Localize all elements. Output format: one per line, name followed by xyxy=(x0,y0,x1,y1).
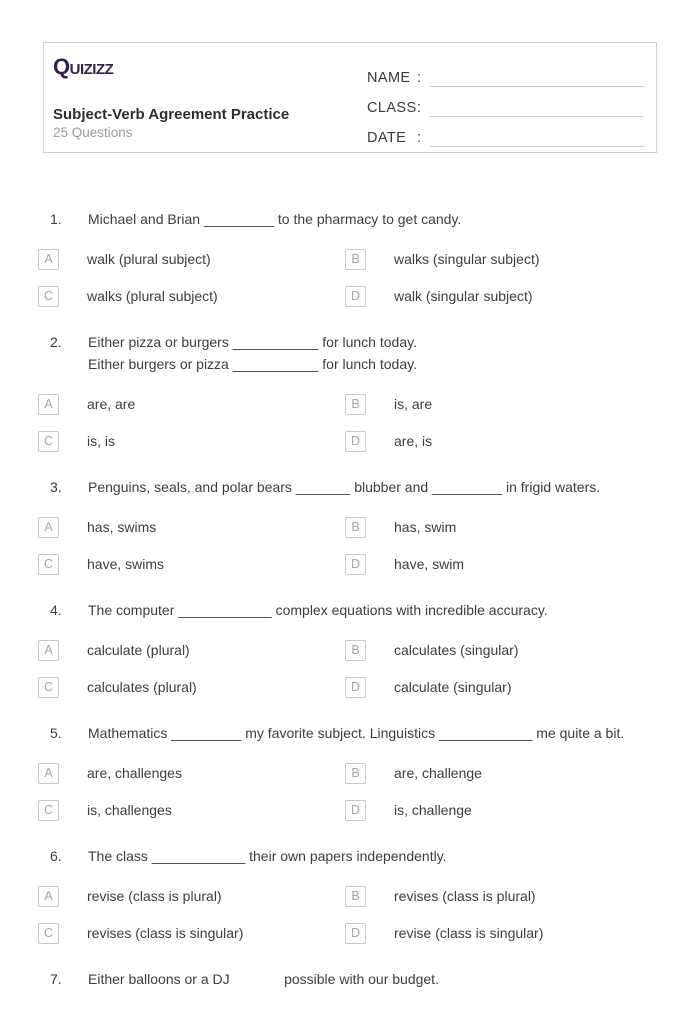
field-blank-line[interactable] xyxy=(430,97,644,117)
answer-option[interactable] xyxy=(345,676,672,698)
question-number: 6. xyxy=(50,848,62,864)
question-number: 3. xyxy=(50,479,62,495)
option-text: calculate (singular) xyxy=(394,679,512,695)
question-head xyxy=(38,476,672,498)
header-field-row xyxy=(367,87,644,117)
answer-options xyxy=(38,516,672,575)
question-line: The computer ____________ complex equations with incredible accuracy. xyxy=(88,602,548,618)
answer-option[interactable] xyxy=(38,285,345,307)
question-text xyxy=(88,599,672,621)
answer-option[interactable] xyxy=(345,799,672,821)
answer-option[interactable] xyxy=(345,762,672,784)
answer-options xyxy=(38,885,672,944)
worksheet-title: Subject-Verb Agreement Practice xyxy=(53,106,290,123)
option-text: revises (class is plural) xyxy=(394,888,536,904)
header-left-panel xyxy=(44,43,367,152)
question-line: The class ____________ their own papers independently. xyxy=(88,848,447,864)
option-letter-box: A xyxy=(38,517,59,538)
answer-option[interactable] xyxy=(345,430,672,452)
option-text: walk (plural subject) xyxy=(87,251,211,267)
option-text: have, swim xyxy=(394,556,465,572)
option-text: is, challenge xyxy=(394,802,472,818)
option-text: walk (singular subject) xyxy=(394,288,533,304)
option-text: revise (class is singular) xyxy=(394,925,544,941)
option-letter-box: B xyxy=(345,394,366,415)
option-text: walks (plural subject) xyxy=(87,288,218,304)
option-letter-box: D xyxy=(345,554,366,575)
question-line: Michael and Brian _________ to the pharmacy to get candy. xyxy=(88,211,462,227)
question-line: Either burgers or pizza ___________ for lunch today. xyxy=(88,356,417,372)
answer-option[interactable] xyxy=(345,248,672,270)
option-text: are, is xyxy=(394,433,433,449)
question-text xyxy=(88,845,672,867)
question-block xyxy=(38,845,672,944)
option-letter-box: D xyxy=(345,677,366,698)
question-head xyxy=(38,722,672,744)
field-blank-line[interactable] xyxy=(430,67,644,87)
answer-option[interactable] xyxy=(345,285,672,307)
answer-options xyxy=(38,393,672,452)
question-text xyxy=(88,208,672,230)
answer-option[interactable] xyxy=(38,885,345,907)
option-text: revises (class is singular) xyxy=(87,925,244,941)
question-line: Mathematics _________ my favorite subject. Linguistics ____________ me quite a bit. xyxy=(88,725,625,741)
answer-options xyxy=(38,762,672,821)
question-block xyxy=(38,968,672,1008)
option-letter-box: B xyxy=(345,763,366,784)
answer-option[interactable] xyxy=(38,553,345,575)
option-letter-box: D xyxy=(345,800,366,821)
worksheet-header xyxy=(43,42,657,153)
option-text: are, challenges xyxy=(87,765,182,781)
question-text xyxy=(88,331,672,375)
question-block xyxy=(38,476,672,575)
option-letter-box: B xyxy=(345,517,366,538)
option-letter-box: B xyxy=(345,249,366,270)
answer-option[interactable] xyxy=(38,393,345,415)
question-count: 25 Questions xyxy=(53,125,133,140)
option-letter-box: D xyxy=(345,923,366,944)
option-letter-box: A xyxy=(38,640,59,661)
header-spacer xyxy=(53,79,357,105)
option-text: have, swims xyxy=(87,556,165,572)
field-colon: : xyxy=(417,70,422,86)
answer-option[interactable] xyxy=(345,639,672,661)
answer-option[interactable] xyxy=(345,553,672,575)
option-letter-box: B xyxy=(345,886,366,907)
answer-option[interactable] xyxy=(38,762,345,784)
quizizz-logo: Quizizz xyxy=(53,54,114,79)
question-number: 2. xyxy=(50,334,62,350)
option-text: calculate (plural) xyxy=(87,642,190,658)
question-block xyxy=(38,722,672,821)
question-number: 1. xyxy=(50,211,62,227)
option-text: is, is xyxy=(87,433,115,449)
answer-option[interactable] xyxy=(38,430,345,452)
question-number: 5. xyxy=(50,725,62,741)
field-colon: : xyxy=(417,130,422,146)
header-field-row xyxy=(367,117,644,147)
question-block xyxy=(38,599,672,698)
question-head xyxy=(38,599,672,621)
field-label: NAME xyxy=(367,70,411,86)
question-number: 4. xyxy=(50,602,62,618)
option-letter-box: D xyxy=(345,431,366,452)
question-text xyxy=(88,968,672,990)
field-label: DATE xyxy=(367,130,407,146)
option-letter-box: A xyxy=(38,394,59,415)
questions-list xyxy=(0,208,700,1032)
option-text: are, are xyxy=(87,396,136,412)
answer-option[interactable] xyxy=(38,799,345,821)
question-head xyxy=(38,968,672,990)
answer-option[interactable] xyxy=(345,885,672,907)
option-text: walks (singular subject) xyxy=(394,251,540,267)
option-letter-box: C xyxy=(38,286,59,307)
answer-option[interactable] xyxy=(38,248,345,270)
question-head xyxy=(38,331,672,375)
option-text: is, are xyxy=(394,396,433,412)
option-letter-box: A xyxy=(38,763,59,784)
option-letter-box: A xyxy=(38,886,59,907)
answer-option[interactable] xyxy=(345,393,672,415)
option-letter-box: C xyxy=(38,923,59,944)
option-letter-box: B xyxy=(345,640,366,661)
option-text: calculates (plural) xyxy=(87,679,197,695)
field-label: CLASS xyxy=(367,100,417,116)
answer-option[interactable] xyxy=(38,516,345,538)
field-colon: : xyxy=(417,100,422,116)
question-line: Either balloons or a DJ possible with our budget. xyxy=(88,971,439,987)
answer-option[interactable] xyxy=(38,676,345,698)
question-head xyxy=(38,208,672,230)
option-letter-box: D xyxy=(345,286,366,307)
question-line: Either pizza or burgers ___________ for lunch today. xyxy=(88,334,417,350)
question-line: Penguins, seals, and polar bears _______ blubber and _________ in frigid waters. xyxy=(88,479,601,495)
option-letter-box: C xyxy=(38,431,59,452)
question-head xyxy=(38,845,672,867)
question-text xyxy=(88,722,672,744)
option-letter-box: A xyxy=(38,249,59,270)
question-text xyxy=(88,476,672,498)
option-letter-box: C xyxy=(38,677,59,698)
option-text: calculates (singular) xyxy=(394,642,519,658)
header-fields xyxy=(367,43,656,152)
field-blank-line[interactable] xyxy=(430,127,644,147)
option-letter-box: C xyxy=(38,800,59,821)
option-text: are, challenge xyxy=(394,765,482,781)
answer-option[interactable] xyxy=(345,922,672,944)
question-block xyxy=(38,331,672,452)
answer-option[interactable] xyxy=(345,516,672,538)
option-text: revise (class is plural) xyxy=(87,888,222,904)
answer-options xyxy=(38,639,672,698)
answer-option[interactable] xyxy=(38,922,345,944)
option-text: is, challenges xyxy=(87,802,172,818)
option-text: has, swims xyxy=(87,519,157,535)
question-number: 7. xyxy=(50,971,62,987)
answer-option[interactable] xyxy=(38,639,345,661)
answer-options xyxy=(38,248,672,307)
option-text: has, swim xyxy=(394,519,457,535)
question-block xyxy=(38,208,672,307)
header-field-row xyxy=(367,57,644,87)
option-letter-box: C xyxy=(38,554,59,575)
